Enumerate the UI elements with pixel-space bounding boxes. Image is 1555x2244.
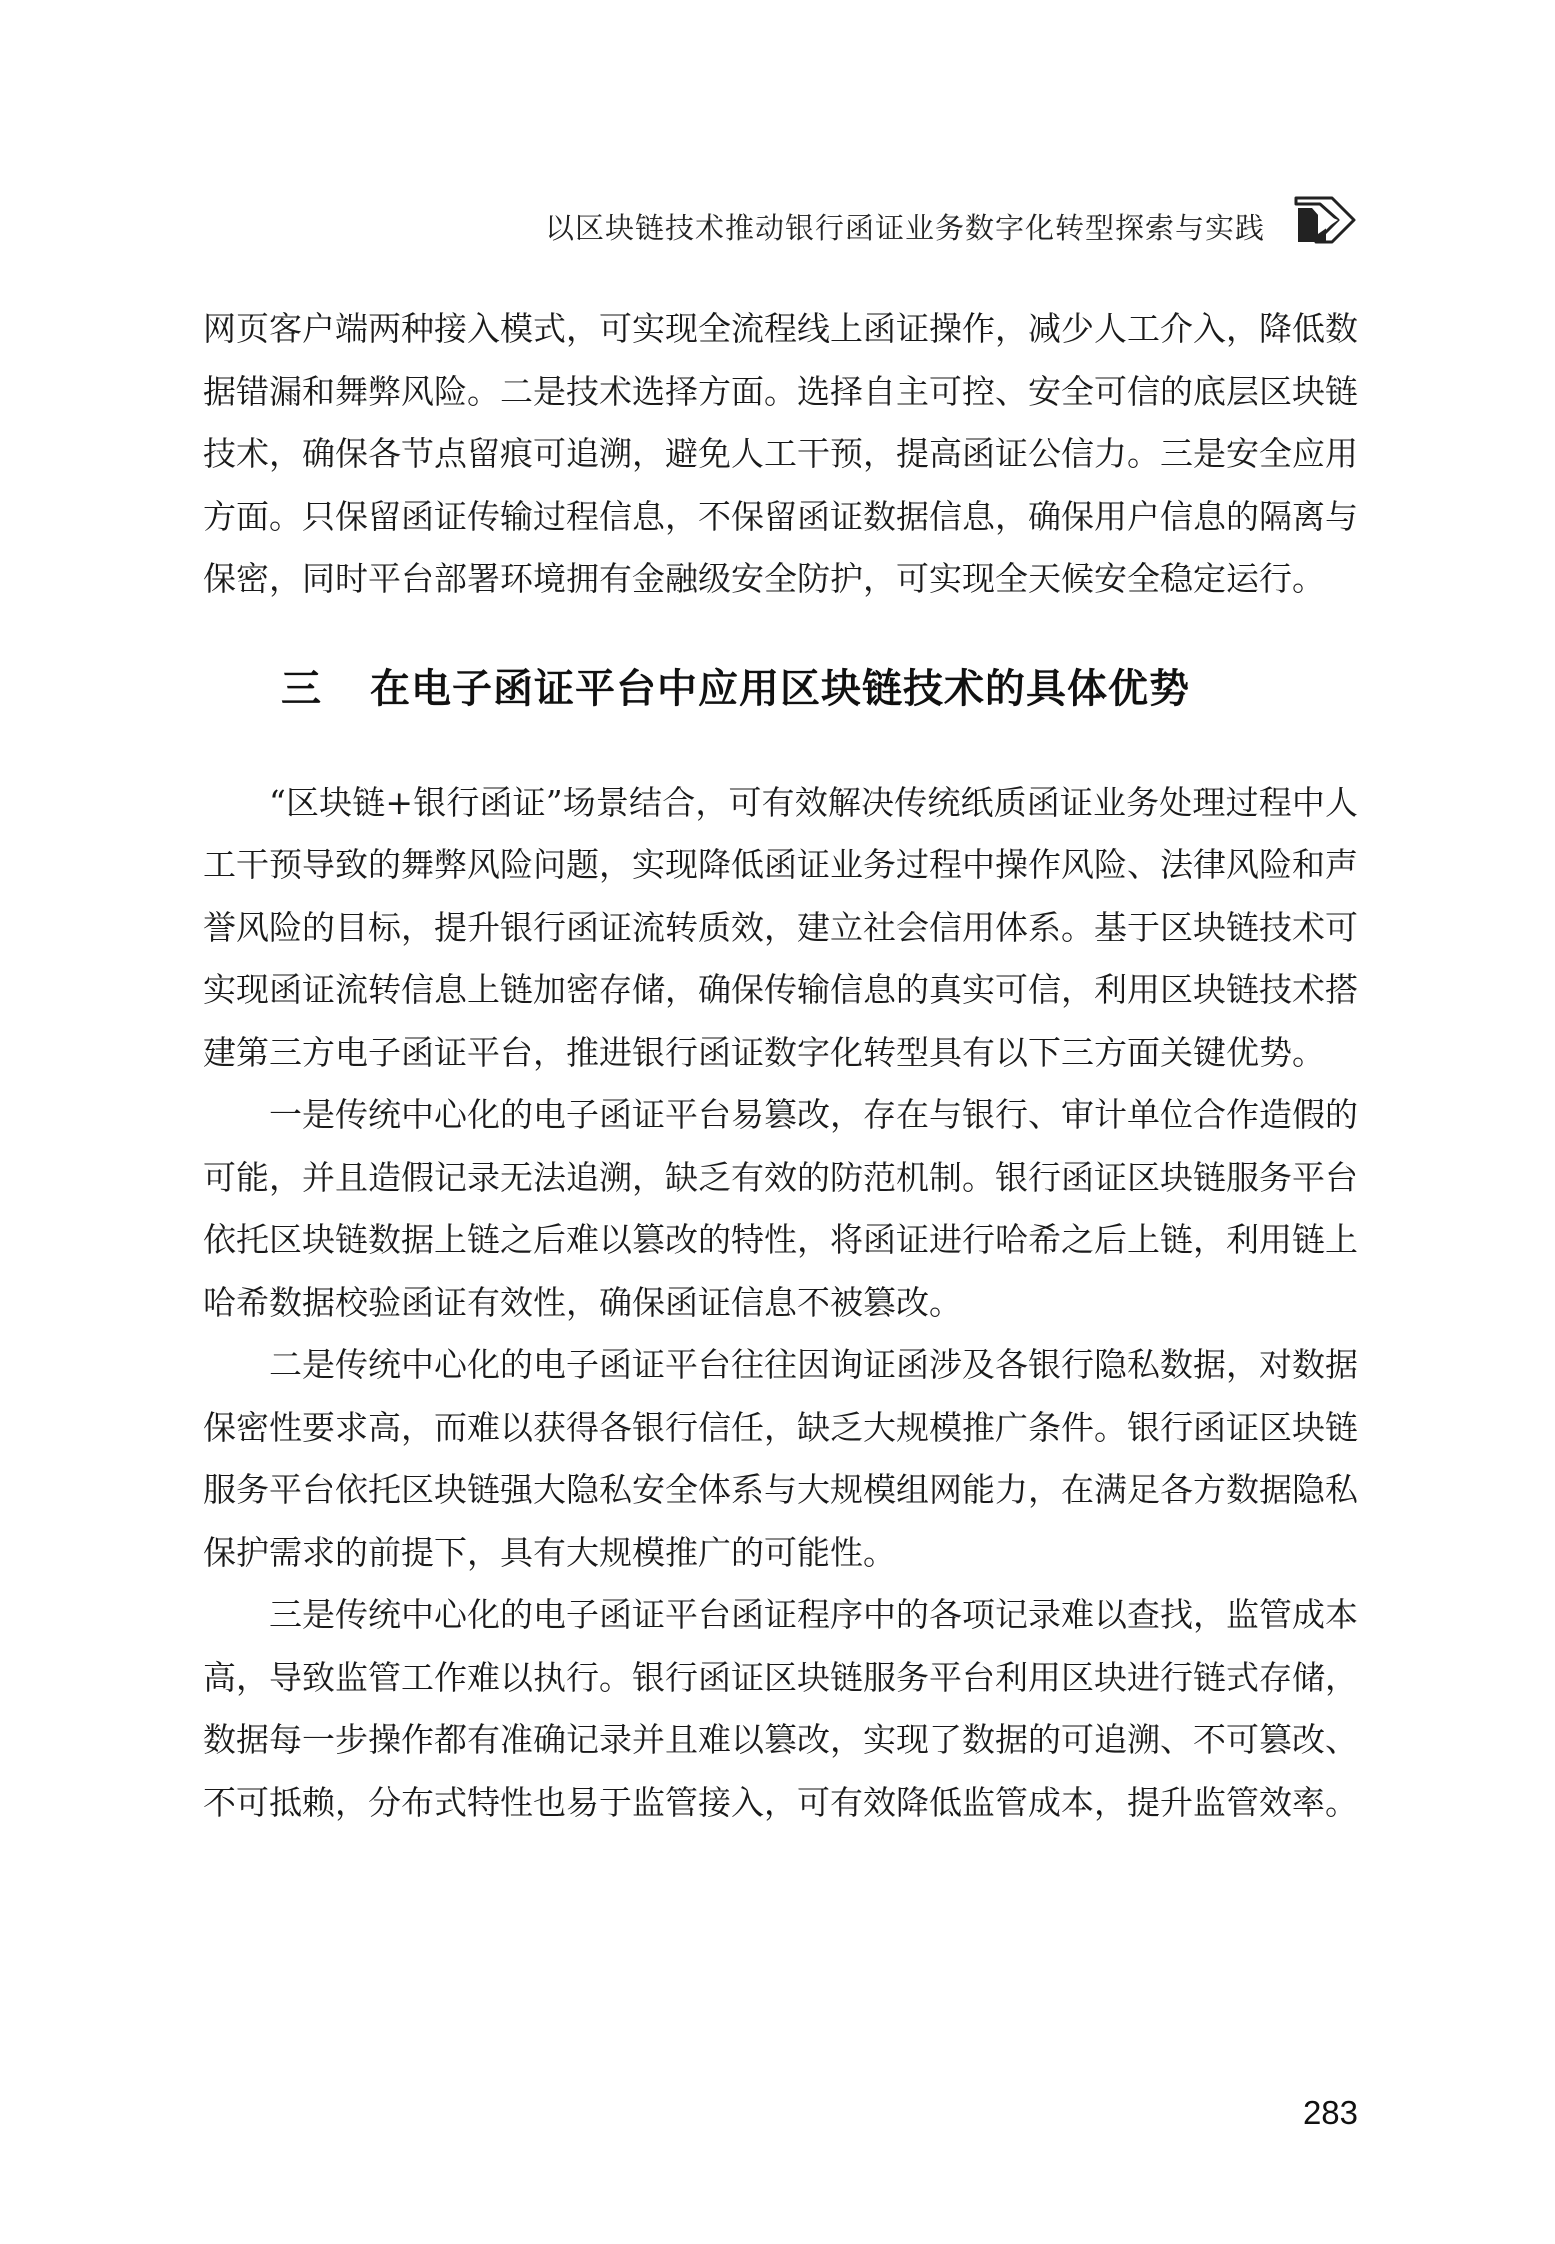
paragraph: “区块链+银行函证”场景结合，可有效解决传统纸质函证业务处理过程中人工干预导致的舞弊风险问题，实现降低函证业务过程中操作风险、法律风险和声誉风险的目标，提升银行函证流转质效，建立社会信用体系。基于区块链技术可实现函证流转信息上链加密存储，确保传输信息的真实可信，利用区块链技术搭建第三方电子函证平台，推进银行函证数字化转型具有以下三方面关键优势。 — [203, 782, 1358, 1072]
running-header: 以区块链技术推动银行函证业务数字化转型探索与实践 — [544, 211, 1265, 245]
paragraph: 二是传统中心化的电子函证平台往往因询证函涉及各银行隐私数据，对数据保密性要求高，而难以获得各银行信任，缺乏大规模推广条件。银行函证区块链服务平台依托区块链强大隐私安全体系与大规模组网能力，在满足各方数据隐私保护需求的前提下，具有大规模推广的可能性。 — [203, 1345, 1358, 1572]
section-heading — [281, 658, 1358, 720]
paragraph-continued: 网页客户端两种接入模式，可实现全流程线上函证操作，减少人工介入，降低数据错漏和舞弊风险。二是技术选择方面。选择自主可控、安全可信的底层区块链技术，确保各节点留痕可追溯，避免人工干预，提高函证公信力。三是安全应用方面。只保留函证传输过程信息，不保留函证数据信息，确保用户信息的隔离与保密，同时平台部署环境拥有金融级安全防护，可实现全天候安全稳定运行。 — [203, 309, 1358, 598]
body-text — [203, 298, 1358, 1834]
folded-arrow-icon — [1292, 190, 1360, 246]
section-title: 在电子函证平台中应用区块链技术的具体优势 — [370, 665, 1190, 712]
page-number: 283 — [1302, 2094, 1358, 2131]
paragraph: 三是传统中心化的电子函证平台函证程序中的各项记录难以查找，监管成本高，导致监管工作难以执行。银行函证区块链服务平台利用区块进行链式存储，数据每一步操作都有准确记录并且难以篡改，实现了数据的可追溯、不可篡改、不可抵赖，分布式特性也易于监管接入，可有效降低监管成本，提升监管效率。 — [203, 1595, 1358, 1822]
paragraph: 一是传统中心化的电子函证平台易篡改，存在与银行、审计单位合作造假的可能，并且造假记录无法追溯，缺乏有效的防范机制。银行函证区块链服务平台依托区块链数据上链之后难以篡改的特性，将函证进行哈希之后上链，利用链上哈希数据校验函证有效性，确保函证信息不被篡改。 — [203, 1095, 1358, 1322]
section-number: 三 — [281, 665, 322, 712]
